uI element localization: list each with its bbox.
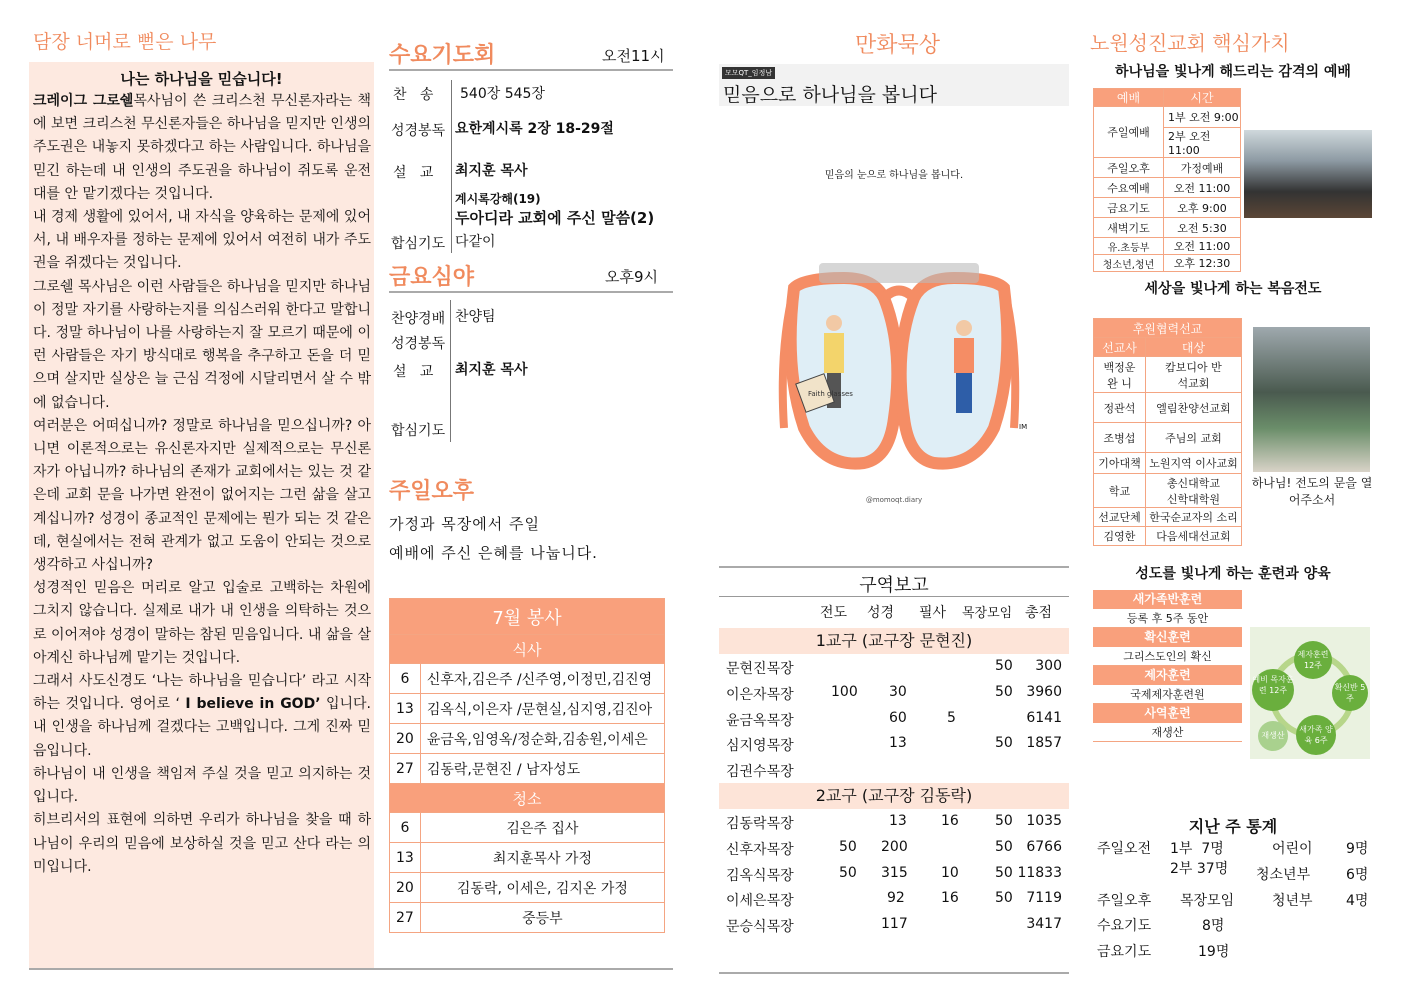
mission-photo [1253,327,1370,472]
training-title: 새가족반훈련 [1093,590,1242,609]
essay-paragraph: 하나님이 내 인생을 책임져 주실 것을 믿고 의지하는 것입니다. [33,765,371,806]
english-phrase: I believe in GOD’ [185,696,321,713]
sermon-label: 설 교 [393,165,434,181]
cycle-right: 확신반 5주 [1332,675,1368,711]
stats-child: 9명 [1346,841,1369,857]
stats-sunpm-label: 주일오후 [1097,893,1152,909]
col-header: 선교사 [1094,338,1146,357]
mission-target: 주님의 교회 [1146,423,1242,453]
essay-box [29,62,374,968]
prayer-value: 다같이 [455,234,496,250]
stats-sunpm: 목장모임 [1180,893,1235,909]
date-cell: 20 [390,724,421,754]
training-title: 사역훈련 [1093,704,1242,723]
worship-heading: 하나님을 빛나게 해드리는 감격의 예배 [1115,64,1351,80]
date-cell: 6 [390,813,421,843]
wed-time: 오전11시 [602,47,665,65]
wed-title: 수요기도회 [389,43,496,68]
training-title: 제자훈련 [1093,666,1242,685]
paragraph-text: 목사님이 쓴 크리스천 무신론자라는 책에 보면 크리스천 무신론자들은 하나님을 믿지만 인생의 주도권은 내놓지 못하겠다고 하는 사람입니다. 하나님을 믿긴 하는데 내 인생의 주도권을 하나님이 쥐도록 운전대를 안 맡기겠다는 것입니다. [33,93,372,202]
worship-name: 주일오후 [1094,158,1164,178]
wed-divider [389,69,673,71]
col-header: 예배 [1094,89,1164,107]
worship-name: 유.초등부 [1094,238,1164,255]
col-header: 필사 [919,605,947,621]
scripture-value: 요한계시록 2장 18-29절 [455,121,614,137]
mission-target: 엘림찬양선교회 [1146,393,1242,423]
service-table [389,598,665,933]
names-cell: 김동락,문현진 / 남자성도 [420,754,664,784]
clean-label: 청소 [390,784,665,813]
fri-time: 오후9시 [605,268,659,286]
cartoon-signature: IM [1019,423,1028,431]
names-cell: 최지훈목사 가정 [420,843,664,873]
fri-divider [389,291,673,293]
table-row [390,873,665,903]
prayer-label: 합심기도 [391,236,446,252]
col-header: 목장모임 [962,606,1013,621]
col-header: 총점 [1025,605,1053,621]
training-list [1093,590,1242,742]
essay-title: 나는 하나님을 믿습니다! [120,70,283,88]
stats-sunam2: 2부 37명 [1170,861,1229,877]
hymn-label: 찬 송 [393,87,434,103]
district1 [719,628,1069,783]
stats-sunam1: 1부 7명 [1170,841,1224,857]
cycle-top: 제자훈련 12주 [1294,641,1332,679]
cycle-bottom: 새가족 양육 6주 [1296,715,1336,755]
fri-prayer-label: 합심기도 [391,423,446,439]
stats-young-label: 청년부 [1272,893,1313,909]
stats-young: 4명 [1346,893,1369,909]
essay-paragraph: 여러분은 어떠십니까? 정말로 하나님을 믿으십니까? 아니면 이론적으로는 유신론자지만 실제적으로는 무신론자가 아닙니까? 하나님의 존재가 교회에서는 있는 것 같은데 교회 문을 나가면 완전이 없어지는 그런 삶을 살고 계십니까? 성경이 종교적인 문제에는 뭔가 되는 것 같은데, 현실에서는 전혀 관계가 없고 도움이 안되는 것으로 생각하고 사십니까? [33,417,371,574]
training-desc: 재생산 [1093,723,1242,742]
col-header: 전도 [820,605,848,621]
fri-sermon-label: 설 교 [393,364,434,380]
table-row: 신후자목장 50 200 50 6766 [726,838,1062,858]
col-header: 시간 [1164,89,1241,107]
table-row: 윤금옥목장 60 5 6141 [726,709,1062,729]
service-title: 7월 봉사 [390,599,665,635]
report-title: 구역보고 [859,575,929,596]
worship-name: 금요기도 [1094,198,1164,218]
training-desc: 등록 후 5주 동안 [1093,609,1242,628]
missionary-name: 선교단체 [1094,508,1146,527]
names-cell: 김은주 집사 [420,813,664,843]
paragraph-text: 입니다. 내 인생을 하나님께 걸겠다는 고백입니다. 그게 진짜 믿음입니다. [33,696,371,759]
worship-name: 청소년,청년 [1094,255,1164,272]
worship-table [1093,88,1241,272]
hymn-value: 540장 545장 [460,86,545,102]
table-row: 이세은목장 92 16 50 7119 [726,890,1062,910]
table-row: 심지영목장 13 50 1857 [726,735,1062,755]
missionary-name: 기아대책 [1094,453,1146,474]
core-values-title: 노원성진교회 핵심가치 [1090,31,1290,55]
missionary-name: 정관석 [1094,393,1146,423]
missionary-name: 김영한 [1094,527,1146,546]
essay-paragraph: 히브리서의 표현에 의하면 우리가 하나님을 찾을 때 하나님이 우리의 믿음에 보상하실 것을 믿고 산다 라는 의미입니다. [33,812,371,875]
wed-vline [451,80,452,253]
stats-child-label: 어린이 [1272,841,1313,857]
preacher: 최지훈 목사 [455,163,528,179]
training-desc: 그리스도인의 확신 [1093,647,1242,666]
mission-target: 한국순교자의 소리 [1146,508,1242,527]
district-header: 2교구 (교구장 김동락) [719,783,1069,809]
stats-fri: 19명 [1198,944,1230,960]
stats-youth-label: 청소년부 [1256,867,1311,883]
worship-time: 오전 11:00 [1164,178,1241,198]
essay-paragraph: 성경적인 믿음은 머리로 알고 입술로 고백하는 차원에 그치지 않습니다. 실제로 내가 내 인생을 의탁하는 것으로 이어져야 성경이 말하는 참된 믿음입니다. 내 삶을 살아계신 하나님께 맡기는 것입니다. [33,580,371,666]
mission-target: 캄보디아 반석교회 [1146,357,1242,393]
date-cell: 13 [390,843,421,873]
missionary-name: 조병섭 [1094,423,1146,453]
table-row [390,843,665,873]
cartoon-section-title: 만화묵상 [855,33,941,58]
district2 [719,783,1069,938]
cartoon-title: 믿음으로 하나님을 봅니다 [723,84,937,106]
date-cell: 20 [390,873,421,903]
table-row [390,813,665,843]
names-cell: 신후자,김은주 /신주영,이정민,김진영 [420,664,664,694]
sunpm-line2: 예배에 주신 은혜를 나눕니다. [389,544,598,562]
cartoon-tag: 모모QT_임정남 [722,67,775,79]
table-row: 문승식목장 117 3417 [726,916,1062,936]
worship-name: 수요예배 [1094,178,1164,198]
cartoon-caption: 믿음의 눈으로 하나님을 봅니다. [824,170,964,181]
stats-wed: 8명 [1202,918,1225,934]
names-cell: 김동락, 이세은, 김지온 가정 [420,873,664,903]
worship-time: 오후 9:00 [1164,198,1241,218]
missionary-name: 학교 [1094,474,1146,508]
date-cell: 27 [390,754,421,784]
author-name: 크레이그 그로쉘 [33,93,134,109]
prayer-caption: 하나님! 전도의 문을 열어주소서 [1251,476,1373,507]
fri-title: 금요심야 [389,265,475,290]
worship-time: 1부 오전 9:00 [1164,107,1241,128]
meal-label: 식사 [390,635,665,664]
column1-title: 담장 너머로 뻗은 나무 [33,31,217,53]
training-desc: 국제제자훈련원 [1093,685,1242,704]
mission-title: 후원협력선교 [1094,319,1242,338]
report-header-row [719,602,1069,624]
fri-vline [450,300,451,442]
col-header: 대상 [1146,338,1242,357]
table-row: 김동락목장 13 16 50 1035 [726,813,1062,832]
training-cycle-diagram [1250,627,1370,759]
mission-target: 다음세대선교회 [1146,527,1242,546]
table-row [390,694,665,724]
essay-paragraph: 내 경제 생활에 있어서, 내 자식을 양육하는 문제에 있어서, 내 배우자를 정하는 문제에 있어서 여전히 내가 주도권을 쥐겠다는 것입니다. [33,209,371,272]
mission-target: 노원지역 이사교회 [1146,453,1242,474]
col-header: 성경 [867,605,895,621]
mission-target: 총신대학교 신학대학원 [1146,474,1242,508]
sunpm-line1: 가정과 목장에서 주일 [389,515,540,533]
training-heading: 성도를 빛나게 하는 훈련과 양육 [1135,566,1331,582]
worship-time: 오전 11:00 [1164,238,1241,255]
stats-fri-label: 금요기도 [1097,944,1152,960]
table-row: 김권수목장 [726,764,794,781]
bottom-divider [29,968,673,970]
table-row [390,664,665,694]
cartoon-image [719,108,1069,523]
worship-time: 2부 오전11:00 [1164,128,1241,158]
date-cell: 6 [390,664,421,694]
missionary-name: 백정운 완 니 [1094,357,1146,393]
sermon-series: 계시록강해(19) [455,192,541,206]
worship-time: 오전 5:30 [1164,218,1241,238]
district-header: 1교구 (교구장 문현진) [719,628,1069,654]
sunpm-title: 주일오후 [389,479,475,504]
training-title: 확신훈련 [1093,628,1242,647]
report-top-divider [719,566,1069,568]
worship-photo [1244,130,1372,218]
table-row [390,754,665,784]
essay-paragraph [33,90,371,206]
table-row [390,903,665,933]
report-mid-divider [719,596,1069,597]
mission-table [1093,318,1242,546]
cartoon-credit: @momoqt.diary [865,496,923,504]
cycle-small: 재생산 [1258,721,1288,751]
stats-title: 지난 주 통계 [1188,817,1278,836]
cycle-left: 예비 목자훈련 12주 [1252,669,1294,711]
praise-label: 찬양경배 [391,311,446,327]
stats-youth: 6명 [1346,867,1369,883]
worship-time: 오후 12:30 [1164,255,1241,272]
date-cell: 13 [390,694,421,724]
essay-paragraph [33,670,371,763]
table-row: 김옥식목장 50 315 10 50 11833 [726,864,1062,884]
worship-name: 새벽기도 [1094,218,1164,238]
table-row: 문현진목장 50 300 [726,658,1062,677]
table-row [390,724,665,754]
sermon-title: 두아디라 교회에 주신 말씀(2) [455,209,655,227]
essay-paragraph: 그로쉘 목사님은 이런 사람들은 하나님을 믿지만 하나님이 정말 자기를 사랑하는지를 의심스러워 한다고 말합니다. 정말 하나님이 나를 사랑하는지 잘 모르기 때문에 이런 사람들은 자기 방식대로 행복을 추구하고 돈을 더 믿으며 살지만 실상은 늘 근심 걱정에 시달리면서 살 수 밖에 없습니다. [33,278,371,411]
stats-wed-label: 수요기도 [1097,918,1152,934]
table-row: 이은자목장 100 30 50 3960 [726,683,1062,703]
glasses-tag-text: Faith glasses [808,390,853,398]
cartoon-header [719,64,1069,106]
worship-name: 주일예배 [1094,107,1164,158]
mission-heading: 세상을 빛나게 하는 복음전도 [1144,281,1322,297]
col3-bottom-divider [719,972,1069,974]
worship-time: 가정예배 [1164,158,1241,178]
fri-preacher: 최지훈 목사 [455,362,528,378]
names-cell: 윤금옥,임영옥/정순화,김송원,이세은 [420,724,664,754]
names-cell: 중등부 [420,903,664,933]
glasses-illustration [764,228,1034,478]
stats-sunam-label: 주일오전 [1097,841,1152,857]
paragraph-text: 그래서 사도신경도 ‘나는 하나님을 믿습니다’ 라고 시작하는 것입니다. 영어로 ‘ [33,673,371,713]
fri-scripture-label: 성경봉독 [391,336,446,352]
date-cell: 27 [390,903,421,933]
scripture-label: 성경봉독 [391,123,446,139]
names-cell: 김옥식,이은자 /문현실,심지영,김진아 [420,694,664,724]
essay-body [29,90,374,879]
praise-value: 찬양팀 [455,309,496,325]
